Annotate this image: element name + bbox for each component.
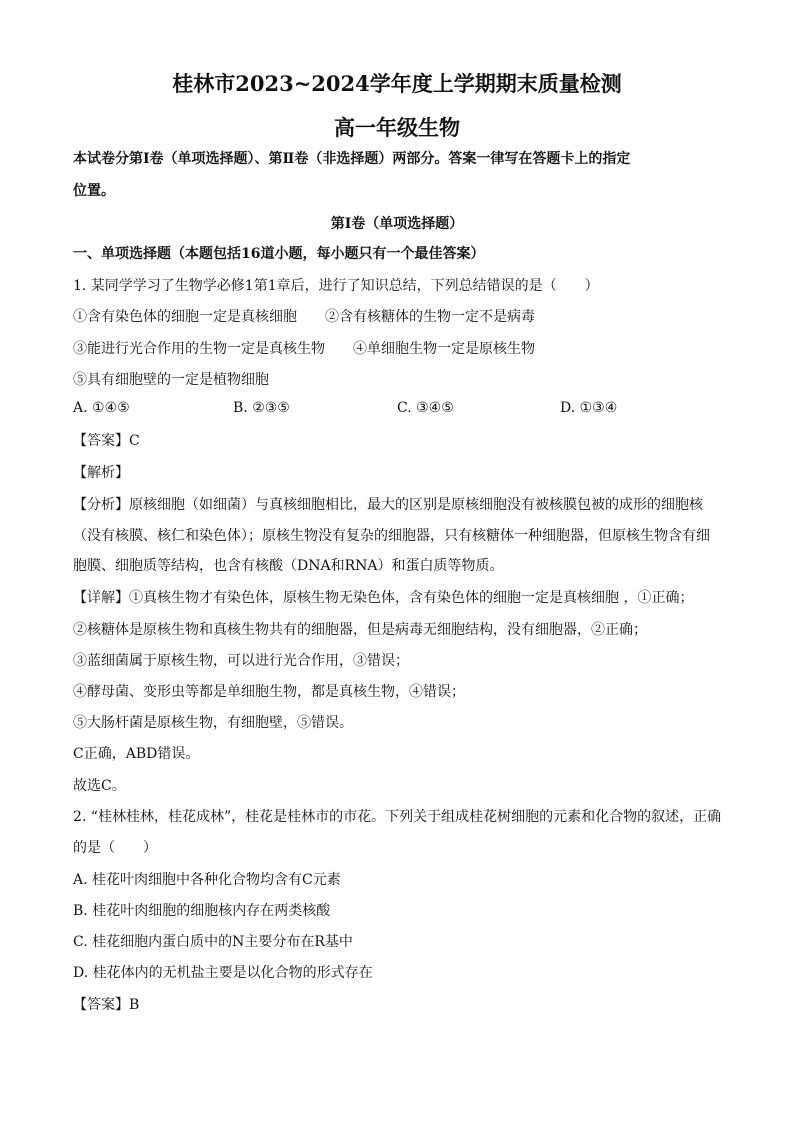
instructions-line-2: 位置。: [73, 183, 115, 199]
detail-line: C正确，ABD错误。: [73, 746, 200, 762]
option-a: A. 桂花叶肉细胞中各种化合物均含有C元素: [73, 872, 341, 888]
question-1-statement: ①含有染色体的细胞一定是真核细胞 ②含有核糖体的生物一定不是病毒: [73, 309, 535, 325]
analysis-line: 胞膜、细胞质等结构，也含有核酸（DNA和RNA）和蛋白质等物质。: [73, 558, 504, 574]
detail-line: ③蓝细菌属于原核生物，可以进行光合作用，③错误；: [73, 653, 409, 669]
detail-line: 故选C。: [73, 778, 126, 794]
analysis-line: 【分析】原核细胞（如细菌）与真核细胞相比，最大的区别是原核细胞没有被核膜包被的成形的细胞核: [73, 497, 703, 513]
part-heading: 一、单项选择题（本题包括16道小题，每小题只有一个最佳答案）: [73, 246, 485, 262]
question-2-answer: 【答案】B: [73, 997, 140, 1013]
option-a: A. ①④⑤: [73, 400, 130, 416]
detail-line: 【详解】①真核生物才有染色体，原核生物无染色体，含有染色体的细胞一定是真核细胞 ，①正确；: [73, 590, 694, 606]
option-b: B. ②③⑤: [233, 400, 290, 416]
detail-line: ②核糖体是原核生物和真核生物共有的细胞器，但是病毒无细胞结构，没有细胞器，②正确；: [73, 622, 647, 638]
question-1-statement: ③能进行光合作用的生物一定是真核生物 ④单细胞生物一定是原核生物: [73, 341, 535, 357]
section-heading: 第Ⅰ卷（单项选择题）: [330, 216, 464, 232]
option-c: C. ③④⑤: [397, 400, 454, 416]
option-d: D. ①③④: [560, 400, 618, 416]
detail-line: ⑤大肠杆菌是原核生物，有细胞壁，⑤错误。: [73, 715, 353, 731]
question-2-stem: 2. “桂林桂林，桂花成林”，桂花是桂林市的市花。下列关于组成桂花树细胞的元素和化合物的叙述，正确: [73, 809, 722, 825]
analysis-line: （没有核膜、核仁和染色体）；原核生物没有复杂的细胞器，只有核糖体一种细胞器，但原核生物含有细: [73, 528, 710, 544]
analysis-label: 【解析】: [73, 465, 129, 481]
option-c: C. 桂花细胞内蛋白质中的N主要分布在R基中: [73, 934, 353, 950]
page-title: 桂林市2023~2024学年度上学期期末质量检测: [172, 71, 622, 96]
option-d: D. 桂花体内的无机盐主要是以化合物的形式存在: [73, 965, 373, 981]
option-b: B. 桂花叶肉细胞的细胞核内存在两类核酸: [73, 903, 331, 919]
question-1-options: [73, 400, 733, 420]
page-subtitle: 高一年级生物: [334, 115, 460, 140]
question-1-answer: 【答案】C: [73, 433, 140, 449]
detail-line: ④酵母菌、变形虫等都是单细胞生物，都是真核生物，④错误；: [73, 684, 465, 700]
question-1-stem: 1. 某同学学习了生物学必修1第1章后，进行了知识总结，下列总结错误的是（ ）: [73, 278, 599, 294]
instructions-line-1: 本试卷分第Ⅰ卷（单项选择题）、第Ⅱ卷（非选择题）两部分。答案一律写在答题卡上的指定: [73, 151, 631, 167]
question-2-stem-continued: 的是（ ）: [73, 840, 157, 856]
question-1-statement: ⑤具有细胞壁的一定是植物细胞: [73, 372, 269, 388]
